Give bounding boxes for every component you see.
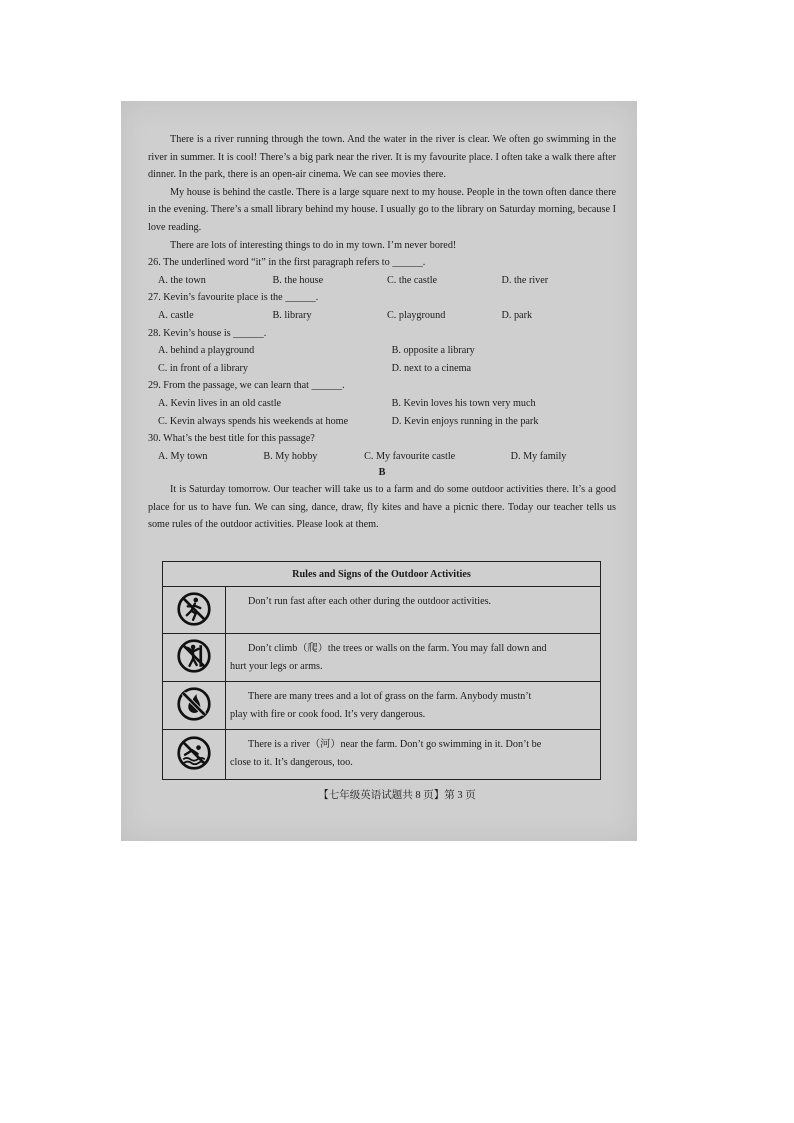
question-30-options [148, 448, 616, 466]
rules-table-title: Rules and Signs of the Outdoor Activities [163, 562, 601, 587]
option: C. My favourite castle [364, 450, 456, 462]
option: B. the house [272, 274, 324, 286]
option: C. playground [387, 309, 446, 321]
option: D. Kevin enjoys running in the park [391, 415, 539, 427]
rule-text: hurt your legs or arms. [230, 661, 323, 672]
question-29: 29. From the passage, we can learn that ______. [148, 380, 345, 392]
option: A. Kevin lives in an old castle [158, 397, 282, 409]
option: C. the castle [387, 274, 438, 286]
rule-text: close to it. It’s dangerous, too. [230, 757, 353, 768]
option: A. behind a playground [158, 345, 255, 357]
question-27: 27. Kevin’s favourite place is the ______. [148, 292, 319, 304]
option: B. Kevin loves his town very much [391, 397, 536, 409]
question-29-options [148, 395, 616, 430]
option: D. the river [501, 274, 549, 286]
rule-row [163, 634, 601, 682]
no-climbing-icon [176, 638, 212, 674]
option: A. My town [158, 450, 208, 462]
rule-text: There are many trees and a lot of grass on the farm. Anybody mustn’t [248, 691, 532, 702]
no-swimming-icon [176, 735, 212, 771]
option: D. My family [510, 450, 567, 462]
rule-text: Don’t run fast after each other during the outdoor activities. [248, 596, 492, 607]
question-30: 30. What’s the best title for this passage? [148, 433, 315, 445]
option: B. library [272, 309, 312, 321]
rule-row [163, 730, 601, 780]
option: B. opposite a library [391, 345, 475, 357]
rule-text: There is a river（河）near the farm. Don’t go swimming in it. Don’t be [248, 739, 542, 750]
question-27-options [148, 307, 616, 325]
option: C. Kevin always spends his weekends at home [158, 415, 349, 427]
rule-row [163, 682, 601, 730]
question-28-options [148, 342, 616, 377]
option: A. the town [158, 274, 206, 286]
section-b-intro: It is Saturday tomorrow. Our teacher will take us to a farm and do some outdoor activities there. It’s a good place for us to have fun. We can sing, dance, draw, fly kites and have a picnic there. Today our teacher tells us some rules of the outdoor activities. Please look at them. [148, 484, 616, 531]
option: D. park [501, 309, 533, 321]
section-b-label: B [378, 467, 386, 479]
no-fire-icon [176, 686, 212, 722]
rule-row [163, 587, 601, 634]
question-26-options [148, 272, 616, 290]
option: A. castle [158, 309, 194, 321]
option: D. next to a cinema [391, 362, 472, 374]
page-footer: 【七年级英语试题共 8 页】第 3 页 [318, 790, 476, 801]
exam-content [148, 131, 616, 534]
rules-table [162, 561, 601, 780]
rule-text: Don’t climb（爬）the trees or walls on the farm. You may fall down and [248, 643, 547, 654]
option: C. in front of a library [158, 362, 248, 374]
passage-paragraph-1: There is a river running through the town. And the water in the river is clear. We often go swimming in the river in summer. It is cool! There’s a big park near the river. It is my favourite place. I often take a walk there after dinner. In the park, there is an open-air cinema. We can see movies there. [148, 134, 616, 181]
rule-text: play with fire or cook food. It’s very dangerous. [230, 709, 426, 720]
passage-paragraph-2: My house is behind the castle. There is a large square next to my house. People in the town often dance there in the evening. There’s a small library behind my house. I usually go to the library on Saturday morning, because I love reading. [148, 186, 616, 233]
passage-paragraph-3: There are lots of interesting things to do in my town. I’m never bored! [170, 239, 457, 251]
option: B. My hobby [263, 450, 318, 462]
no-running-icon [176, 591, 212, 627]
question-28: 28. Kevin’s house is ______. [148, 327, 267, 339]
question-26: 26. The underlined word “it” in the first paragraph refers to ______. [148, 257, 426, 269]
